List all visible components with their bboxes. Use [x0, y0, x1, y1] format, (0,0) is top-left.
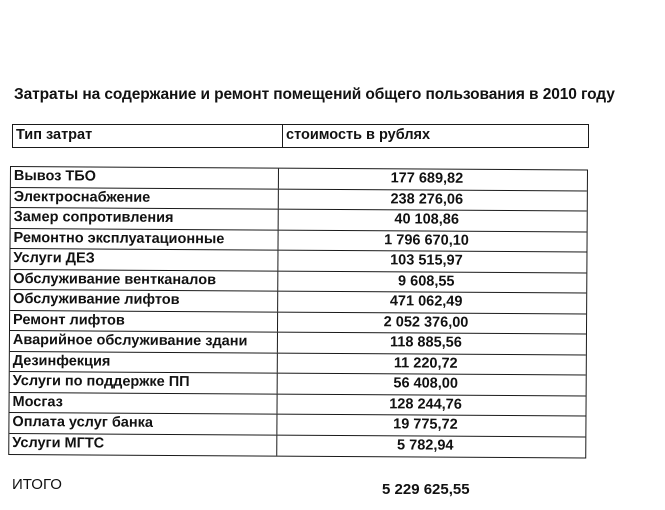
- cost-value-cell: 11 220,72: [393, 354, 458, 372]
- cost-type-cell: Услуги ДЕЗ: [10, 249, 278, 270]
- cost-type-cell: Ремонтно эксплуатационные: [10, 229, 278, 250]
- cost-type-cell: Вывоз ТБО: [11, 167, 279, 188]
- cost-value-cell: 2 052 376,00: [383, 313, 469, 331]
- cost-value-cell: 177 689,82: [390, 170, 464, 187]
- cost-value-cell: 238 276,06: [390, 190, 464, 208]
- total-label: ИТОГО: [12, 476, 62, 493]
- total-value: 5 229 625,55: [382, 481, 470, 498]
- cost-value-cell: 471 062,49: [389, 293, 463, 310]
- cost-type-cell: Дезинфекция: [10, 352, 278, 373]
- cost-type-cell: Обслуживание вентканалов: [10, 270, 278, 291]
- cost-type-cell: Обслуживание лифтов: [10, 290, 278, 311]
- cost-value-cell: 118 885,56: [389, 334, 462, 351]
- table-header: [12, 124, 589, 148]
- cost-type-cell: Электроснабжение: [11, 188, 279, 209]
- table-row: [9, 434, 585, 458]
- document-title: Затраты на содержание и ремонт помещений общего пользования в 2010 году: [14, 86, 615, 103]
- cost-value-cell: 103 515,97: [390, 252, 463, 269]
- cost-type-cell: Мосгаз: [9, 393, 277, 414]
- cost-value-cell: 40 108,86: [394, 211, 459, 228]
- cost-value-cell: 9 608,55: [398, 272, 455, 290]
- header-cost-rubles: стоимость в рублях: [286, 127, 431, 143]
- cost-value-cell: 19 775,72: [393, 416, 458, 433]
- cost-type-cell: Услуги по поддержке ПП: [10, 372, 278, 393]
- cost-type-cell: Услуги МГТС: [9, 434, 277, 456]
- cost-value-cell: 1 796 670,10: [384, 231, 469, 249]
- cost-table: [8, 166, 588, 459]
- cost-value-cell: 56 408,00: [393, 375, 458, 392]
- cost-type-cell: Аварийное обслуживание здани: [10, 331, 278, 352]
- cost-value-cell: 128 244,76: [389, 395, 462, 413]
- cost-type-cell: Замер сопротивления: [11, 208, 279, 229]
- cost-type-cell: Ремонт лифтов: [10, 311, 278, 332]
- header-cost-type: Тип затрат: [13, 125, 283, 147]
- cost-type-cell: Оплата услуг банка: [9, 413, 277, 434]
- cost-value-cell: 5 782,94: [397, 436, 454, 454]
